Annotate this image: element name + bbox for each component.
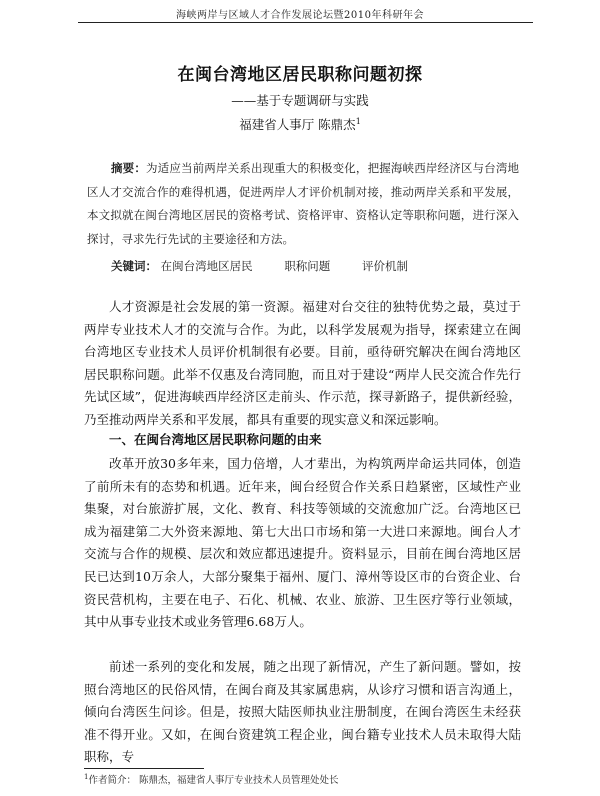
keyword-item: 在闽台湾地区居民 [160,259,253,273]
keyword-item: 职称问题 [284,259,331,273]
footnote-rule [84,768,204,769]
footnote-text: 作者简介： 陈鼎杰，福建省人事厅专业技术人员管理处处长 [88,775,339,786]
abstract-text: 为适应当前两岸关系出现重大的积极变化，把握海峡西岸经济区与台湾地区人才交流合作的难得机遇，促进两岸人才评价机制对接，推动两岸关系和平发展，本文拟就在闽台湾地区居民的资格考试、资格评审、资格认定等职称问题，进行深入探讨，寻求先行先试的主要途径和方法。 [87,161,520,246]
keyword-item: 评价机制 [361,259,408,273]
running-head: 海峡两岸与区域人才合作发展论坛暨2010年科研年会 [176,10,424,21]
author-footnote-marker: 1 [355,116,361,126]
footnote [84,772,339,786]
abstract-label: 摘要： [111,161,146,175]
body-paragraph: 前述一系列的变化和发展，随之出现了新情况，产生了新问题。譬如，按照台湾地区的民俗风情，在闽台商及其家属患病，从诊疗习惯和语言沟通上，倾向台湾医生问诊。但是，按照大陆医师执业注册制度，在闽台湾医生未经获准不得开业。又如，在闽台资建筑工程企业，闽台籍专业技术人员未取得大陆职称，专 [84,659,521,765]
author-name: 福建省人事厅 陈鼎杰 [239,117,356,132]
keywords-label: 关键词： [111,259,157,273]
abstract [87,157,519,251]
header-rule [78,22,533,23]
keywords [111,258,511,274]
body-paragraph: 改革开放30多年来，国力倍增，人才辈出，为构筑两岸命运共同体，创造了前所未有的态势和机遇。近年来，闽台经贸合作关系日趋紧密，区域性产业集聚，对台旅游扩展，文化、教育、科技等领域的交流愈加广泛。台湾地区已成为福建第二大外资来源地、第七大出口市场和第一大进口来源地。闽台人才交流与合作的规模、层次和效应都迅速提升。资料显示，目前在闽台湾地区居民已达到10万余人，大部分聚集于福州、厦门、漳州等设区市的台资企业、台资民营机构，主要在电子、石化、机械、农业、旅游、卫生医疗等行业领域，其中从事专业技术或业务管理6.68万人。 [84,456,521,630]
author-line [150,115,450,133]
footnote-marker: 1 [84,772,89,781]
section-heading: 一、在闽台湾地区居民职称问题的由来 [109,432,322,447]
body-paragraph: 人才资源是社会发展的第一资源。福建对台交往的独特优势之最，莫过于两岸专业技术人才的交流与合作。为此，以科学发展观为指导，探索建立在闽台湾地区专业技术人员评价机制很有必要。目前，亟待研究解决在闽台湾地区居民职称问题。此举不仅惠及台湾同胞，而且对于建设“两岸人民交流合作先行先试区域”，促进海峡西岸经济区走前头、作示范，探寻新路子，提供新经验，乃至推动两岸关系和平发展，都具有重要的现实意义和深远影响。 [84,299,521,427]
paper-title: 在闽台湾地区居民职称问题初探 [177,65,423,85]
paper-subtitle: ——基于专题调研与实践 [231,93,369,108]
